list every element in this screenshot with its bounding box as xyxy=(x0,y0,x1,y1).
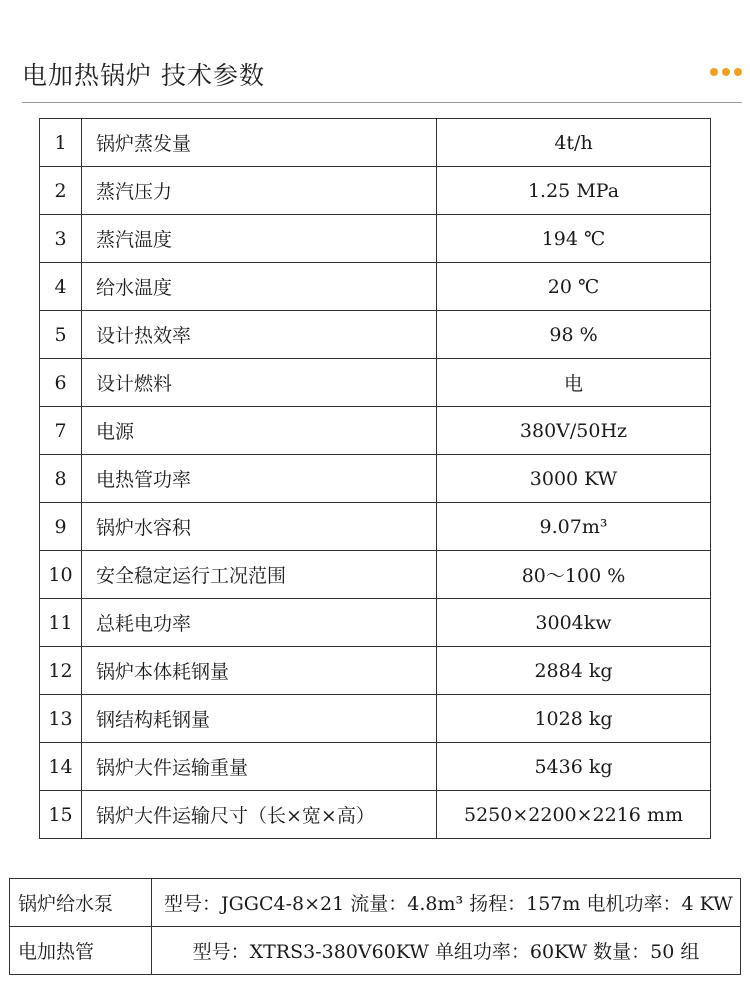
row-number: 12 xyxy=(40,647,82,695)
param-value: 4t/h xyxy=(437,119,711,167)
page-title: 电加热锅炉 技术参数 xyxy=(22,61,265,90)
param-value: 1.25 MPa xyxy=(437,167,711,215)
param-value: 电 xyxy=(437,359,711,407)
param-name: 锅炉水容积 xyxy=(82,503,437,551)
table-row xyxy=(40,743,711,791)
row-number: 14 xyxy=(40,743,82,791)
param-name: 钢结构耗钢量 xyxy=(82,695,437,743)
equipment-spec: 型号：XTRS3-380V60KW 单组功率：60KW 数量：50 组 xyxy=(152,927,741,975)
table-row xyxy=(40,791,711,839)
param-value: 1028 kg xyxy=(437,695,711,743)
row-number: 6 xyxy=(40,359,82,407)
param-value: 380V/50Hz xyxy=(437,407,711,455)
table-row xyxy=(40,263,711,311)
param-name: 电源 xyxy=(82,407,437,455)
table-row xyxy=(10,927,741,975)
table-row xyxy=(40,407,711,455)
row-number: 3 xyxy=(40,215,82,263)
param-name: 蒸汽温度 xyxy=(82,215,437,263)
row-number: 13 xyxy=(40,695,82,743)
table-row xyxy=(40,167,711,215)
param-value: 2884 kg xyxy=(437,647,711,695)
row-number: 11 xyxy=(40,599,82,647)
table-row xyxy=(40,311,711,359)
param-name: 锅炉大件运输尺寸（长×宽×高） xyxy=(82,791,437,839)
param-value: 20 ℃ xyxy=(437,263,711,311)
param-value: 5250×2200×2216 mm xyxy=(437,791,711,839)
param-name: 给水温度 xyxy=(82,263,437,311)
more-dots-icon xyxy=(710,68,742,76)
param-value: 3000 KW xyxy=(437,455,711,503)
table-row xyxy=(40,455,711,503)
param-name: 设计燃料 xyxy=(82,359,437,407)
dot xyxy=(710,68,718,76)
table-row xyxy=(40,599,711,647)
table-row xyxy=(40,119,711,167)
param-value: 98 % xyxy=(437,311,711,359)
equipment-name: 锅炉给水泵 xyxy=(10,879,152,927)
param-name: 设计热效率 xyxy=(82,311,437,359)
table-row xyxy=(40,695,711,743)
row-number: 4 xyxy=(40,263,82,311)
param-name: 锅炉蒸发量 xyxy=(82,119,437,167)
row-number: 2 xyxy=(40,167,82,215)
param-value: 5436 kg xyxy=(437,743,711,791)
param-name: 锅炉本体耗钢量 xyxy=(82,647,437,695)
row-number: 15 xyxy=(40,791,82,839)
parameters-table xyxy=(39,118,711,839)
param-name: 安全稳定运行工况范围 xyxy=(82,551,437,599)
equipment-spec: 型号：JGGC4-8×21 流量：4.8m³ 扬程：157m 电机功率：4 KW xyxy=(152,879,741,927)
param-name: 总耗电功率 xyxy=(82,599,437,647)
table-row xyxy=(40,647,711,695)
param-value: 9.07m³ xyxy=(437,503,711,551)
row-number: 5 xyxy=(40,311,82,359)
table-row xyxy=(40,215,711,263)
section-header xyxy=(22,52,742,102)
row-number: 9 xyxy=(40,503,82,551)
table-row xyxy=(40,359,711,407)
row-number: 1 xyxy=(40,119,82,167)
param-value: 3004kw xyxy=(437,599,711,647)
row-number: 10 xyxy=(40,551,82,599)
row-number: 7 xyxy=(40,407,82,455)
equipment-table xyxy=(9,878,741,975)
table-row xyxy=(40,551,711,599)
table-row xyxy=(10,879,741,927)
param-name: 蒸汽压力 xyxy=(82,167,437,215)
row-number: 8 xyxy=(40,455,82,503)
dot xyxy=(722,68,730,76)
equipment-name: 电加热管 xyxy=(10,927,152,975)
header-divider xyxy=(22,102,742,103)
param-name: 锅炉大件运输重量 xyxy=(82,743,437,791)
dot xyxy=(734,68,742,76)
param-name: 电热管功率 xyxy=(82,455,437,503)
table-row xyxy=(40,503,711,551)
param-value: 80～100 % xyxy=(437,551,711,599)
param-value: 194 ℃ xyxy=(437,215,711,263)
